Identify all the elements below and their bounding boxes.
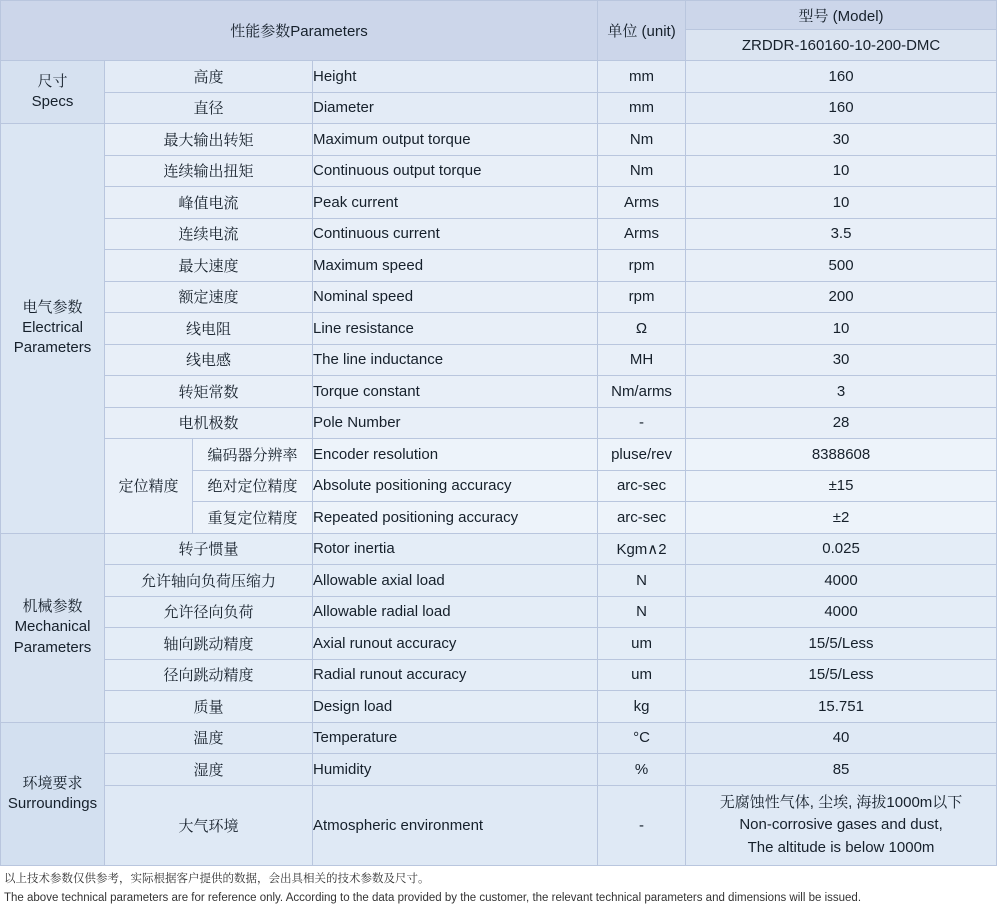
row-unit: um xyxy=(598,659,686,691)
row-unit: Nm xyxy=(598,155,686,187)
table-row xyxy=(1,691,997,723)
row-label-en: Radial runout accuracy xyxy=(313,659,598,691)
row-label-en: Encoder resolution xyxy=(313,439,598,471)
row-value: 3 xyxy=(686,376,997,408)
group-label-electrical-en1: Electrical xyxy=(22,319,83,337)
subgroup-label-positioning-accuracy: 定位精度 xyxy=(105,439,193,534)
row-label-cn: 连续电流 xyxy=(105,218,313,250)
header-parameters: 性能参数Parameters xyxy=(1,1,598,61)
table-row xyxy=(1,187,997,219)
group-label-electrical-cn: 电气参数 xyxy=(22,298,83,316)
row-value: 4000 xyxy=(686,565,997,597)
row-unit: pluse/rev xyxy=(598,439,686,471)
row-label-en: Axial runout accuracy xyxy=(313,628,598,660)
row-label-en: Torque constant xyxy=(313,376,598,408)
row-value: 8388608 xyxy=(686,439,997,471)
table-row xyxy=(1,61,997,93)
table-row xyxy=(1,218,997,250)
row-label-en: Temperature xyxy=(313,722,598,754)
row-label-en: Allowable radial load xyxy=(313,596,598,628)
row-unit: arc-sec xyxy=(598,502,686,534)
row-label-en: The line inductance xyxy=(313,344,598,376)
table-row xyxy=(1,155,997,187)
table-row xyxy=(1,533,997,565)
row-label-en: Rotor inertia xyxy=(313,533,598,565)
row-unit: mm xyxy=(598,92,686,124)
row-value: 10 xyxy=(686,313,997,345)
row-label-cn: 转矩常数 xyxy=(105,376,313,408)
table-row xyxy=(1,439,997,471)
table-row xyxy=(1,250,997,282)
row-unit: um xyxy=(598,628,686,660)
row-label-cn: 直径 xyxy=(105,92,313,124)
row-value: 200 xyxy=(686,281,997,313)
row-value: 15/5/Less xyxy=(686,659,997,691)
group-label-surroundings-cn: 环境要求 xyxy=(22,774,83,792)
row-value xyxy=(686,785,997,866)
row-value: 0.025 xyxy=(686,533,997,565)
group-label-mechanical xyxy=(1,533,105,722)
row-label-cn: 峰值电流 xyxy=(105,187,313,219)
row-unit: kg xyxy=(598,691,686,723)
row-unit: rpm xyxy=(598,250,686,282)
table-row xyxy=(1,785,997,866)
row-value: ±2 xyxy=(686,502,997,534)
row-label-cn: 高度 xyxy=(105,61,313,93)
row-unit: - xyxy=(598,407,686,439)
row-value: 85 xyxy=(686,754,997,786)
row-label-en: Pole Number xyxy=(313,407,598,439)
group-label-mechanical-en2: Parameters xyxy=(13,638,92,656)
row-value: 28 xyxy=(686,407,997,439)
group-label-specs xyxy=(1,61,105,124)
footnotes xyxy=(0,866,1000,908)
group-label-surroundings xyxy=(1,722,105,866)
row-label-cn: 重复定位精度 xyxy=(193,502,313,534)
row-label-cn: 温度 xyxy=(105,722,313,754)
table-row xyxy=(1,659,997,691)
row-label-en: Height xyxy=(313,61,598,93)
row-label-en: Line resistance xyxy=(313,313,598,345)
row-value: 4000 xyxy=(686,596,997,628)
row-value-line-3: The altitude is below 1000m xyxy=(747,838,935,856)
table-row xyxy=(1,722,997,754)
row-value: 160 xyxy=(686,92,997,124)
row-label-en: Repeated positioning accuracy xyxy=(313,502,598,534)
table-row xyxy=(1,565,997,597)
row-unit: N xyxy=(598,596,686,628)
table-row xyxy=(1,313,997,345)
row-unit: °C xyxy=(598,722,686,754)
row-label-en: Maximum speed xyxy=(313,250,598,282)
row-value: 30 xyxy=(686,344,997,376)
row-label-en: Diameter xyxy=(313,92,598,124)
row-label-cn: 线电感 xyxy=(105,344,313,376)
row-unit: MH xyxy=(598,344,686,376)
table-row xyxy=(1,596,997,628)
row-label-cn: 转子惯量 xyxy=(105,533,313,565)
header-unit: 单位 (unit) xyxy=(598,1,686,61)
table-row xyxy=(1,376,997,408)
row-unit: Ω xyxy=(598,313,686,345)
row-label-en: Absolute positioning accuracy xyxy=(313,470,598,502)
footnote-en: The above technical parameters are for reference only. According to the data provided by the customer, the relevant technical parameters and dimensions will be issued. xyxy=(4,891,862,904)
row-label-cn: 最大速度 xyxy=(105,250,313,282)
row-unit: % xyxy=(598,754,686,786)
row-label-cn: 电机极数 xyxy=(105,407,313,439)
row-value: 160 xyxy=(686,61,997,93)
group-label-specs-en: Specs xyxy=(31,93,74,110)
row-label-en: Allowable axial load xyxy=(313,565,598,597)
row-label-cn: 大气环境 xyxy=(105,785,313,866)
table-row xyxy=(1,407,997,439)
footnote-cn: 以上技术参数仅供参考，实际根据客户提供的数据，会出具相关的技术参数及尺寸。 xyxy=(4,873,430,885)
table-row xyxy=(1,628,997,660)
table-row xyxy=(1,124,997,156)
row-unit: Kgm∧2 xyxy=(598,533,686,565)
row-label-cn: 最大输出转矩 xyxy=(105,124,313,156)
row-label-cn: 径向跳动精度 xyxy=(105,659,313,691)
row-value: 40 xyxy=(686,722,997,754)
group-label-electrical-en2: Parameters xyxy=(13,339,92,357)
table-row xyxy=(1,344,997,376)
row-label-en: Atmospheric environment xyxy=(313,785,598,866)
group-label-electrical xyxy=(1,124,105,534)
row-label-en: Nominal speed xyxy=(313,281,598,313)
row-unit: Arms xyxy=(598,218,686,250)
row-label-en: Peak current xyxy=(313,187,598,219)
row-unit: Nm/arms xyxy=(598,376,686,408)
row-label-cn: 编码器分辨率 xyxy=(193,439,313,471)
table-row xyxy=(1,281,997,313)
row-unit: - xyxy=(598,785,686,866)
row-unit: Nm xyxy=(598,124,686,156)
row-label-en: Maximum output torque xyxy=(313,124,598,156)
row-unit: mm xyxy=(598,61,686,93)
row-unit: N xyxy=(598,565,686,597)
row-value: 500 xyxy=(686,250,997,282)
row-label-en: Continuous current xyxy=(313,218,598,250)
table-row xyxy=(1,92,997,124)
table-header-row xyxy=(1,1,997,30)
row-label-cn: 线电阻 xyxy=(105,313,313,345)
table-row xyxy=(1,754,997,786)
group-label-mechanical-cn: 机械参数 xyxy=(22,598,83,616)
row-label-en: Humidity xyxy=(313,754,598,786)
row-unit: rpm xyxy=(598,281,686,313)
row-value: 10 xyxy=(686,187,997,219)
row-label-cn: 允许轴向负荷压缩力 xyxy=(105,565,313,597)
row-label-cn: 湿度 xyxy=(105,754,313,786)
header-model-value: ZRDDR-160160-10-200-DMC xyxy=(686,30,997,61)
row-unit: arc-sec xyxy=(598,470,686,502)
row-label-cn: 绝对定位精度 xyxy=(193,470,313,502)
group-label-specs-cn: 尺寸 xyxy=(37,72,68,90)
row-label-cn: 连续输出扭矩 xyxy=(105,155,313,187)
row-unit: Arms xyxy=(598,187,686,219)
row-value: 30 xyxy=(686,124,997,156)
group-label-surroundings-en: Surroundings xyxy=(7,794,98,812)
row-label-cn: 额定速度 xyxy=(105,281,313,313)
row-value-line-2: Non-corrosive gases and dust, xyxy=(739,816,943,833)
row-value: 3.5 xyxy=(686,218,997,250)
row-label-en: Continuous output torque xyxy=(313,155,598,187)
row-label-cn: 允许径向负荷 xyxy=(105,596,313,628)
row-value: 10 xyxy=(686,155,997,187)
row-value-line-1: 无腐蚀性气体, 尘埃, 海拔1000m以下 xyxy=(719,793,963,811)
group-label-mechanical-en1: Mechanical xyxy=(14,618,91,636)
row-label-cn: 轴向跳动精度 xyxy=(105,628,313,660)
row-label-cn: 质量 xyxy=(105,691,313,723)
row-value: ±15 xyxy=(686,470,997,502)
row-value: 15.751 xyxy=(686,691,997,723)
header-model: 型号 (Model) xyxy=(686,1,997,30)
row-label-en: Design load xyxy=(313,691,598,723)
row-value: 15/5/Less xyxy=(686,628,997,660)
